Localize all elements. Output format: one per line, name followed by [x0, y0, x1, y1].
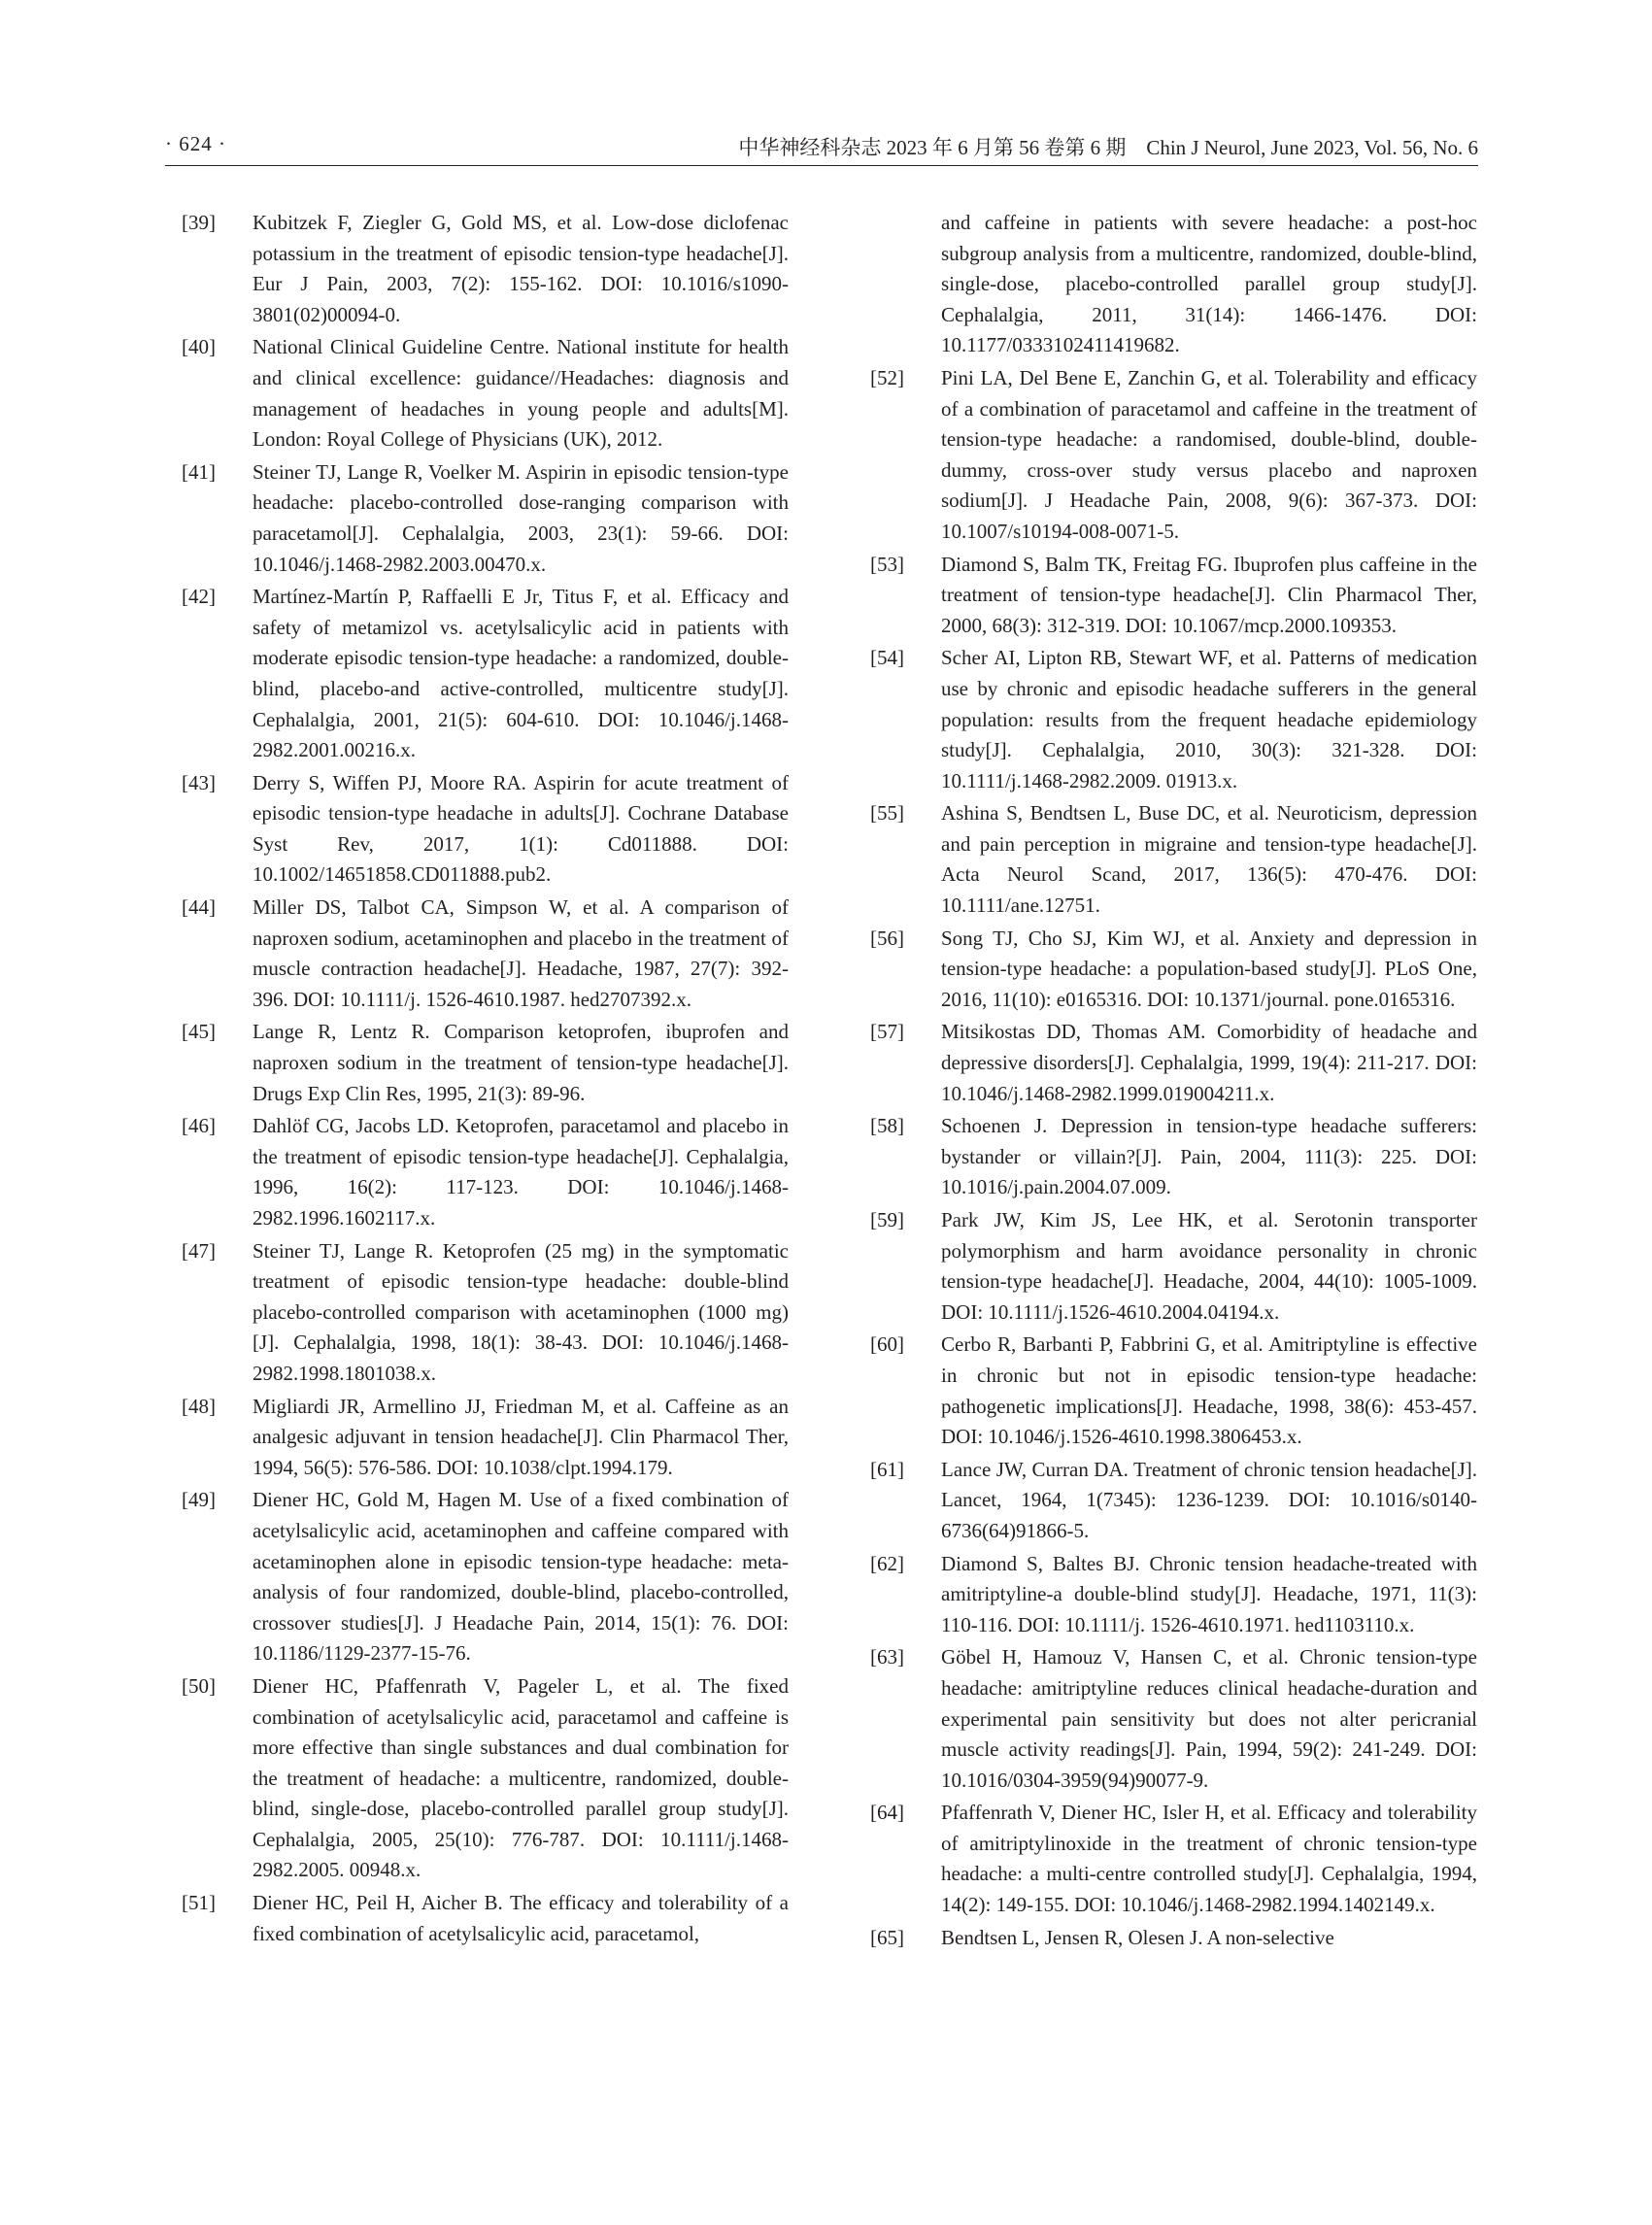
reference-number: [40]	[182, 335, 216, 359]
reference-number: [45]	[182, 1020, 216, 1044]
reference-text: Park JW, Kim JS, Lee HK, et al. Serotonin transporter polymorphism and harm avoidance personality in chronic tension-type headache[J]. Headache, 2004, 44(10): 1005-1009. DOI: 10.1111/j.1526-4610.2004.04194.x.	[941, 1208, 1477, 1324]
reference-text: Bendtsen L, Jensen R, Olesen J. A non-selective	[941, 1925, 1334, 1949]
reference-number: [43]	[182, 770, 216, 794]
reference-number: [46]	[182, 1114, 216, 1138]
reference-number: [44]	[182, 895, 216, 920]
reference-text: Göbel H, Hamouz V, Hansen C, et al. Chronic tension-type headache: amitriptyline reduces clinical headache-duration and experimental pain sensitivity but does not alter pericranial muscle activity readings[J]. Pain, 1994, 59(2): 241-249. DOI: 10.1016/0304-3959(94)90077-9.	[941, 1645, 1477, 1792]
reference-entry	[870, 643, 1477, 796]
reference-number: [51]	[182, 1891, 216, 1915]
reference-text: Schoenen J. Depression in tension-type headache sufferers: bystander or villain?[J]. Pain, 2004, 111(3): 225. DOI: 10.1016/j.pain.2004.07.009.	[941, 1114, 1477, 1199]
reference-entry	[870, 924, 1477, 1016]
reference-entry	[182, 1392, 789, 1484]
reference-number: [50]	[182, 1673, 216, 1698]
reference-text: Lange R, Lentz R. Comparison ketoprofen, ibuprofen and naproxen sodium in the treatment of tension-type headache[J]. Drugs Exp Clin Res, 1995, 21(3): 89-96.	[253, 1020, 789, 1105]
reference-entry	[870, 1455, 1477, 1547]
reference-entry	[182, 1111, 789, 1233]
reference-entry	[870, 1017, 1477, 1109]
reference-number: [42]	[182, 585, 216, 609]
reference-number: [48]	[182, 1394, 216, 1418]
reference-entry	[870, 1111, 1477, 1203]
reference-number: [58]	[870, 1114, 904, 1138]
running-header	[165, 130, 1478, 166]
reference-text: Kubitzek F, Ziegler G, Gold MS, et al. Low-dose diclofenac potassium in the treatment of episodic tension-type headache[J]. Eur J Pain, 2003, 7(2): 155-162. DOI: 10.1016/s1090-3801(02)00094-0.	[253, 211, 789, 326]
reference-entry	[182, 332, 789, 455]
reference-text: Scher AI, Lipton RB, Stewart WF, et al. Patterns of medication use by chronic and episodic headache sufferers in the general population: results from the frequent headache epidemiology study[J]. Cephalalgia, 2010, 30(3): 321-328. DOI: 10.1111/j.1468-2982.2009. 01913.x.	[941, 646, 1477, 792]
reference-number: [60]	[870, 1332, 904, 1357]
reference-text: Diener HC, Gold M, Hagen M. Use of a fixed combination of acetylsalicylic acid, acetaminophen and caffeine compared with acetaminophen alone in episodic tension-type headache: meta-analysis of four randomized, double-blind, placebo-controlled, crossover studies[J]. J Headache Pain, 2014, 15(1): 76. DOI: 10.1186/1129-2377-15-76.	[253, 1488, 789, 1666]
reference-number: [57]	[870, 1020, 904, 1044]
reference-number: [55]	[870, 801, 904, 826]
reference-number: [53]	[870, 552, 904, 576]
reference-entry	[182, 1888, 789, 1949]
reference-entry	[182, 768, 789, 891]
reference-number: [49]	[182, 1488, 216, 1512]
journal-citation: 中华神经科杂志 2023 年 6 月第 56 卷第 6 期 Chin J Neurol, June 2023, Vol. 56, No. 6	[738, 136, 1478, 159]
references-right-column	[870, 208, 1477, 1955]
reference-text: and caffeine in patients with severe headache: a post-hoc subgroup analysis from a multicentre, randomized, double-blind, single-dose, placebo-controlled parallel group study[J]. Cephalalgia, 2011, 31(14): 1466-1476. DOI: 10.1177/0333102411419682.	[941, 211, 1477, 357]
reference-entry	[182, 208, 789, 330]
page-number: · 624 ·	[165, 132, 226, 155]
reference-entry	[182, 1671, 789, 1886]
reference-entry	[182, 1017, 789, 1109]
reference-text: Song TJ, Cho SJ, Kim WJ, et al. Anxiety and depression in tension-type headache: a population-based study[J]. PLoS One, 2016, 11(10): e0165316. DOI: 10.1371/journal. pone.0165316.	[941, 926, 1477, 1011]
reference-entry	[182, 582, 789, 766]
reference-entry	[870, 1923, 1477, 1954]
references-left-column	[182, 208, 789, 1951]
reference-text: Derry S, Wiffen PJ, Moore RA. Aspirin for acute treatment of episodic tension-type headache in adults[J]. Cochrane Database Syst Rev, 2017, 1(1): Cd011888. DOI: 10.1002/14651858.CD011888.pub2.	[253, 770, 789, 887]
reference-number: [61]	[870, 1457, 904, 1481]
reference-text: Dahlöf CG, Jacobs LD. Ketoprofen, paracetamol and placebo in the treatment of episodic tension-type headache[J]. Cephalalgia, 1996, 16(2): 117-123. DOI: 10.1046/j.1468-2982.1996.1602117.x.	[253, 1114, 789, 1230]
reference-number: [54]	[870, 646, 904, 670]
reference-number: [39]	[182, 211, 216, 234]
reference-text: Steiner TJ, Lange R, Voelker M. Aspirin in episodic tension-type headache: placebo-controlled dose-ranging comparison with paracetamol[J]. Cephalalgia, 2003, 23(1): 59-66. DOI: 10.1046/j.1468-2982.2003.00470.x.	[253, 459, 789, 576]
reference-number: [59]	[870, 1208, 904, 1231]
reference-text: Diamond S, Baltes BJ. Chronic tension headache-treated with amitriptyline-a double-blind study[J]. Headache, 1971, 11(3): 110-116. DOI: 10.1111/j. 1526-4610.1971. hed1103110.x.	[941, 1551, 1477, 1636]
reference-entry	[870, 1798, 1477, 1920]
reference-entry	[870, 798, 1477, 921]
reference-text: Steiner TJ, Lange R. Ketoprofen (25 mg) in the symptomatic treatment of episodic tension-type headache: double-blind placebo-controlled comparison with acetaminophen (1000 mg)[J]. Cephalalgia, 1998, 18(1): 38-43. DOI: 10.1046/j.1468-2982.1998.1801038.x.	[253, 1238, 789, 1385]
reference-text: National Clinical Guideline Centre. National institute for health and clinical excellence: guidance//Headaches: diagnosis and management of headaches in young people and adults[M]. London: Royal College of Physicians (UK), 2012.	[253, 335, 789, 452]
reference-number: [56]	[870, 926, 904, 950]
reference-text: Cerbo R, Barbanti P, Fabbrini G, et al. Amitriptyline is effective in chronic but not in episodic tension-type headache: pathogenetic implications[J]. Headache, 1998, 38(6): 453-457. DOI: 10.1046/j.1526-4610.1998.3806453.x.	[941, 1332, 1477, 1449]
reference-entry	[182, 1485, 789, 1669]
reference-number: [52]	[870, 365, 904, 389]
reference-text: Martínez-Martín P, Raffaelli E Jr, Titus F, et al. Efficacy and safety of metamizol vs. acetylsalicylic acid in patients with moderate episodic tension-type headache: a randomized, double-blind, placebo-and active-controlled, multicentre study[J]. Cephalalgia, 2001, 21(5): 604-610. DOI: 10.1046/j.1468-2982.2001.00216.x.	[253, 585, 789, 762]
reference-entry	[870, 208, 1477, 361]
reference-entry	[870, 1205, 1477, 1328]
reference-text: Diamond S, Balm TK, Freitag FG. Ibuprofen plus caffeine in the treatment of tension-type headache[J]. Clin Pharmacol Ther, 2000, 68(3): 312-319. DOI: 10.1067/mcp.2000.109353.	[941, 552, 1477, 637]
reference-text: Migliardi JR, Armellino JJ, Friedman M, et al. Caffeine as an analgesic adjuvant in tension headache[J]. Clin Pharmacol Ther, 1994, 56(5): 576-586. DOI: 10.1038/clpt.1994.179.	[253, 1394, 789, 1479]
reference-text: Ashina S, Bendtsen L, Buse DC, et al. Neuroticism, depression and pain perception in migraine and tension-type headache[J]. Acta Neurol Scand, 2017, 136(5): 470-476. DOI: 10.1111/ane.12751.	[941, 801, 1477, 918]
reference-number: [64]	[870, 1801, 904, 1825]
reference-number: [63]	[870, 1645, 904, 1669]
reference-entry	[870, 363, 1477, 548]
reference-entry	[870, 550, 1477, 642]
reference-text: Pini LA, Del Bene E, Zanchin G, et al. Tolerability and efficacy of a combination of paracetamol and caffeine in the treatment of tension-type headache: a randomised, double-blind, double-dummy, cross-over study versus placebo and naproxen sodium[J]. J Headache Pain, 2008, 9(6): 367-373. DOI: 10.1007/s10194-008-0071-5.	[941, 365, 1477, 543]
reference-entry	[870, 1642, 1477, 1796]
reference-entry	[182, 1236, 789, 1390]
reference-number: [65]	[870, 1925, 904, 1949]
reference-number: [41]	[182, 459, 216, 484]
reference-text: Mitsikostas DD, Thomas AM. Comorbidity of headache and depressive disorders[J]. Cephalalgia, 1999, 19(4): 211-217. DOI: 10.1046/j.1468-2982.1999.019004211.x.	[941, 1020, 1477, 1105]
reference-text: Miller DS, Talbot CA, Simpson W, et al. A comparison of naproxen sodium, acetaminophen and placebo in the treatment of muscle contraction headache[J]. Headache, 1987, 27(7): 392-396. DOI: 10.1111/j. 1526-4610.1987. hed2707392.x.	[253, 895, 789, 1011]
reference-text: Pfaffenrath V, Diener HC, Isler H, et al. Efficacy and tolerability of amitriptylinoxide in the treatment of chronic tension-type headache: a multi-centre controlled study[J]. Cephalalgia, 1994, 14(2): 149-155. DOI: 10.1046/j.1468-2982.1994.1402149.x.	[941, 1801, 1477, 1917]
reference-text: Diener HC, Peil H, Aicher B. The efficacy and tolerability of a fixed combination of acetylsalicylic acid, paracetamol,	[253, 1891, 789, 1945]
reference-number: [62]	[870, 1551, 904, 1575]
reference-text: Lance JW, Curran DA. Treatment of chronic tension headache[J]. Lancet, 1964, 1(7345): 1236-1239. DOI: 10.1016/s0140-6736(64)91866-5.	[941, 1457, 1477, 1542]
reference-entry	[182, 893, 789, 1015]
reference-text: Diener HC, Pfaffenrath V, Pageler L, et al. The fixed combination of acetylsalicylic acid, paracetamol and caffeine is more effective than single substances and dual combination for the treatment of headache: a multicentre, randomized, double-blind, single-dose, placebo-controlled parallel group study[J]. Cephalalgia, 2005, 25(10): 776-787. DOI: 10.1111/j.1468-2982.2005. 00948.x.	[253, 1673, 789, 1882]
reference-entry	[182, 457, 789, 580]
reference-entry	[870, 1549, 1477, 1641]
reference-number: [47]	[182, 1238, 216, 1263]
reference-entry	[870, 1330, 1477, 1452]
